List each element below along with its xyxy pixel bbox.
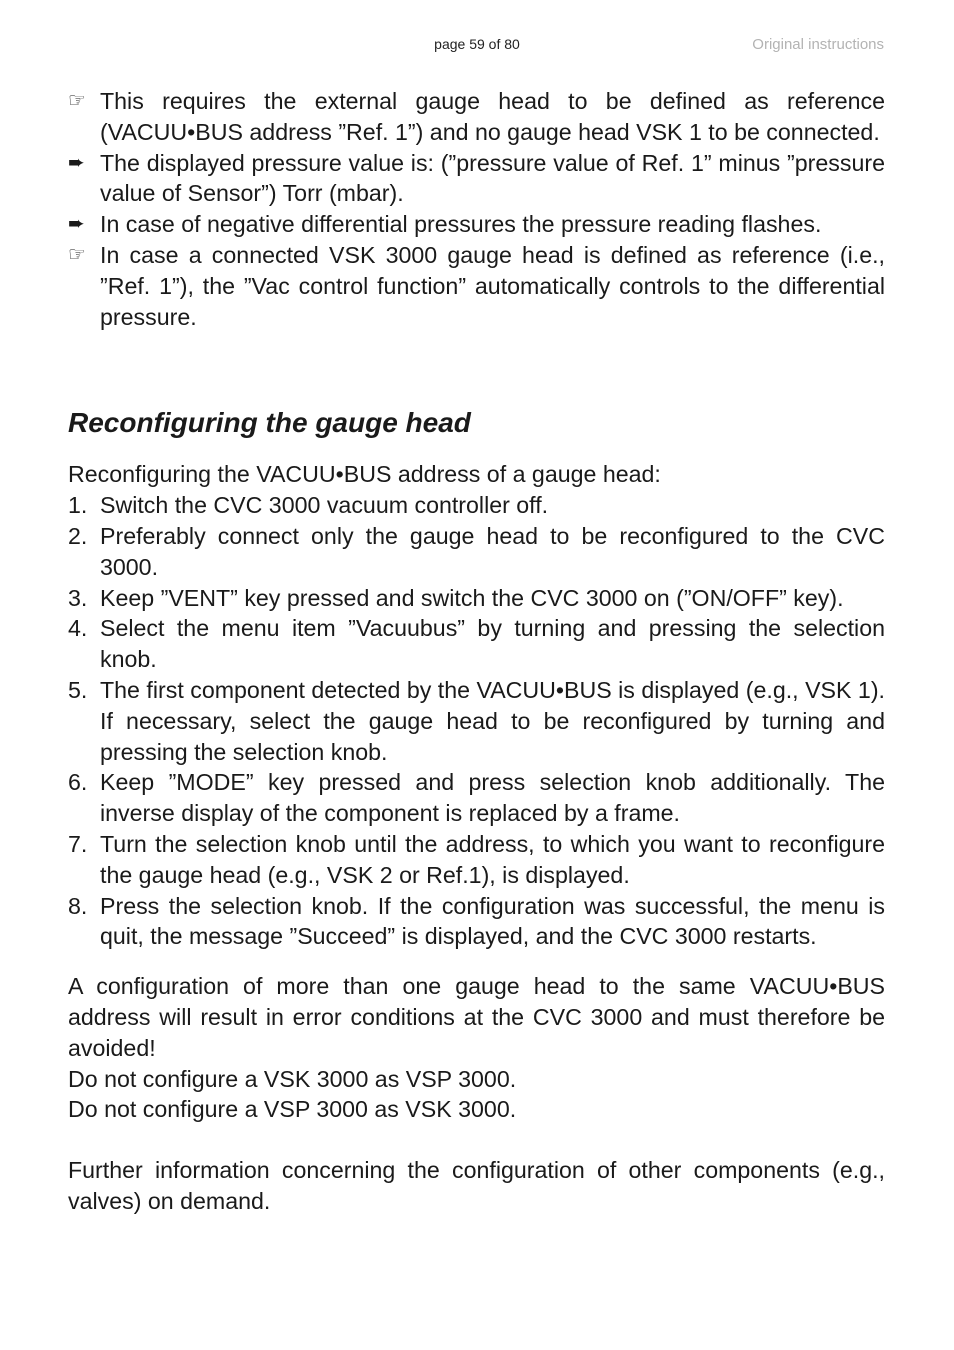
step-item <box>68 891 885 953</box>
step-text: Keep ”VENT” key pressed and switch the CVC 3000 on (”ON/OFF” key). <box>100 584 844 611</box>
step-text: Select the menu item ”Vacuubus” by turning and pressing the selection knob. <box>100 615 885 673</box>
step-number: 5. <box>68 676 88 703</box>
step-text: Keep ”MODE” key pressed and press selection knob additionally. The inverse display of the component is replaced by a frame. <box>100 769 885 827</box>
arrow-right-icon: ➨ <box>68 151 85 174</box>
note-text: In case of negative differential pressures the pressure reading flashes. <box>100 211 822 238</box>
step-number: 6. <box>68 769 88 796</box>
step-text: Switch the CVC 3000 vacuum controller off. <box>100 492 549 519</box>
step-item <box>68 767 885 829</box>
step-text: The first component detected by the VACUU•BUS is displayed (e.g., VSK 1). If necessary, select the gauge head to be reconfigured by turning and pressing the selection knob. <box>100 676 885 765</box>
step-number: 2. <box>68 522 88 549</box>
step-item <box>68 613 885 675</box>
note-item <box>68 240 885 332</box>
step-item <box>68 490 885 521</box>
page-content <box>68 86 885 1217</box>
document-label: Original instructions <box>752 36 884 53</box>
page-number: page 59 of 80 <box>434 36 520 52</box>
step-number: 7. <box>68 830 88 857</box>
note-text: The displayed pressure value is: (”pressure value of Ref. 1” minus ”pressure value of Sensor”) Torr (mbar). <box>100 149 885 207</box>
step-number: 1. <box>68 492 88 519</box>
step-text: Turn the selection knob until the address, to which you want to reconfigure the gauge head (e.g., VSK 2 or Ref.1), is displayed. <box>100 830 885 888</box>
step-text: Press the selection knob. If the configuration was successful, the menu is quit, the message ”Succeed” is displayed, and the CVC 3000 restarts. <box>100 892 885 950</box>
section-heading: Reconfiguring the gauge head <box>68 407 471 439</box>
spacer <box>68 952 885 971</box>
pointing-hand-icon: ☞ <box>68 243 86 266</box>
warning-line-1: Do not configure a VSK 3000 as VSP 3000. <box>68 1065 517 1092</box>
spacer <box>68 1125 885 1155</box>
note-text: This requires the external gauge head to be defined as reference (VACUU•BUS address ”Ref. 1”) and no gauge head VSK 1 to be connected. <box>100 88 885 145</box>
step-item <box>68 829 885 891</box>
step-number: 4. <box>68 615 88 642</box>
note-item <box>68 148 885 210</box>
step-item <box>68 675 885 767</box>
step-number: 3. <box>68 584 88 611</box>
warning-paragraph: A configuration of more than one gauge head to the same VACUU•BUS address will result in error conditions at the CVC 3000 and must therefore be avoided! <box>68 973 885 1061</box>
note-text: In case a connected VSK 3000 gauge head is defined as reference (i.e., ”Ref. 1”), the ”Vac control function” automatically controls to the differential pressure. <box>100 241 885 330</box>
further-information: Further information concerning the configuration of other components (e.g., valves) on demand. <box>68 1157 885 1214</box>
arrow-right-icon: ➨ <box>68 213 85 236</box>
note-item <box>68 209 885 240</box>
section-intro: Reconfiguring the VACUU•BUS address of a gauge head: <box>68 461 661 488</box>
step-item <box>68 583 885 614</box>
step-item <box>68 521 885 583</box>
step-number: 8. <box>68 892 88 919</box>
step-text: Preferably connect only the gauge head to be reconfigured to the CVC 3000. <box>100 522 885 580</box>
note-item <box>68 86 885 148</box>
warning-line-2: Do not configure a VSP 3000 as VSK 3000. <box>68 1096 517 1123</box>
pointing-hand-icon: ☞ <box>68 90 86 112</box>
